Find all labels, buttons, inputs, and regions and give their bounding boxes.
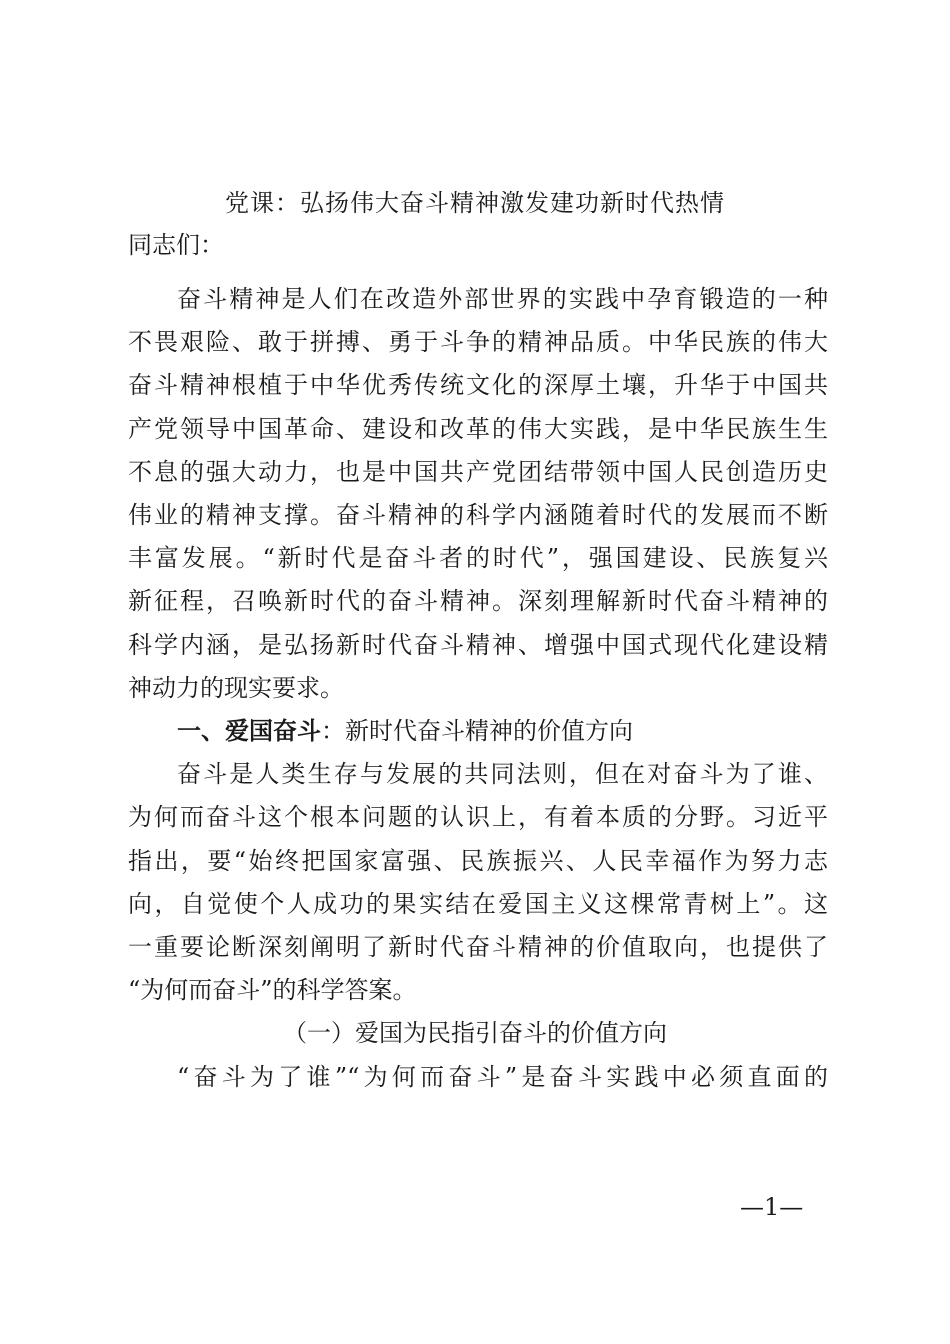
paragraph-line: 奋斗是人类生存与发展的共同法则，但在对奋斗为了谁、 (177, 760, 828, 788)
paragraph-line: 神动力的现实要求。 (128, 674, 344, 702)
paragraph-line: 丰富发展。“新时代是奋斗者的时代”，强国建设、民族复兴 (128, 544, 828, 572)
paragraph-line: 指出，要“始终把国家富强、民族振兴、人民幸福作为努力志 (128, 847, 828, 875)
paragraph-line: 奋斗精神是人们在改造外部世界的实践中孕育锻造的一种 (177, 285, 828, 313)
heading-rest: ：新时代奋斗精神的价值方向 (321, 717, 633, 745)
section-heading-2: （一）爱国为民指引奋斗的价值方向 (283, 1019, 667, 1047)
heading-bold-part: 一、爱国奋斗 (177, 717, 321, 745)
paragraph-line: “奋斗为了谁”“为何而奋斗”是奋斗实践中必须直面的 (177, 1063, 828, 1091)
paragraph-line: 新征程，召唤新时代的奋斗精神。深刻理解新时代奋斗精神的 (128, 587, 828, 615)
paragraph-line: 不畏艰险、敢于拼搏、勇于斗争的精神品质。中华民族的伟大 (128, 328, 828, 356)
paragraph-line: 科学内涵，是弘扬新时代奋斗精神、增强中国式现代化建设精 (128, 631, 828, 659)
paragraph-line: 伟业的精神支撑。奋斗精神的科学内涵随着时代的发展而不断 (128, 501, 828, 529)
paragraph-line: 奋斗精神根植于中华优秀传统文化的深厚土壤，升华于中国共 (128, 371, 828, 399)
section-heading-1 (177, 711, 633, 751)
paragraph-line: 为何而奋斗这个根本问题的认识上，有着本质的分野。习近平 (128, 803, 828, 831)
paragraph-line: 不息的强大动力，也是中国共产党团结带领中国人民创造历史 (128, 458, 828, 486)
paragraph-line: “为何而奋斗”的科学答案。 (128, 976, 417, 1004)
paragraph-line: 向，自觉使个人成功的果实结在爱国主义这棵常青树上”。这 (128, 890, 828, 918)
paragraph-line: 产党领导中国革命、建设和改革的伟大实践，是中华民族生生 (128, 415, 828, 443)
salutation: 同志们： (128, 231, 224, 259)
document-title: 党课：弘扬伟大奋斗精神激发建功新时代热情 (225, 189, 725, 217)
page-number: —1— (740, 1193, 804, 1221)
paragraph-line: 一重要论断深刻阐明了新时代奋斗精神的价值取向，也提供了 (128, 933, 828, 961)
